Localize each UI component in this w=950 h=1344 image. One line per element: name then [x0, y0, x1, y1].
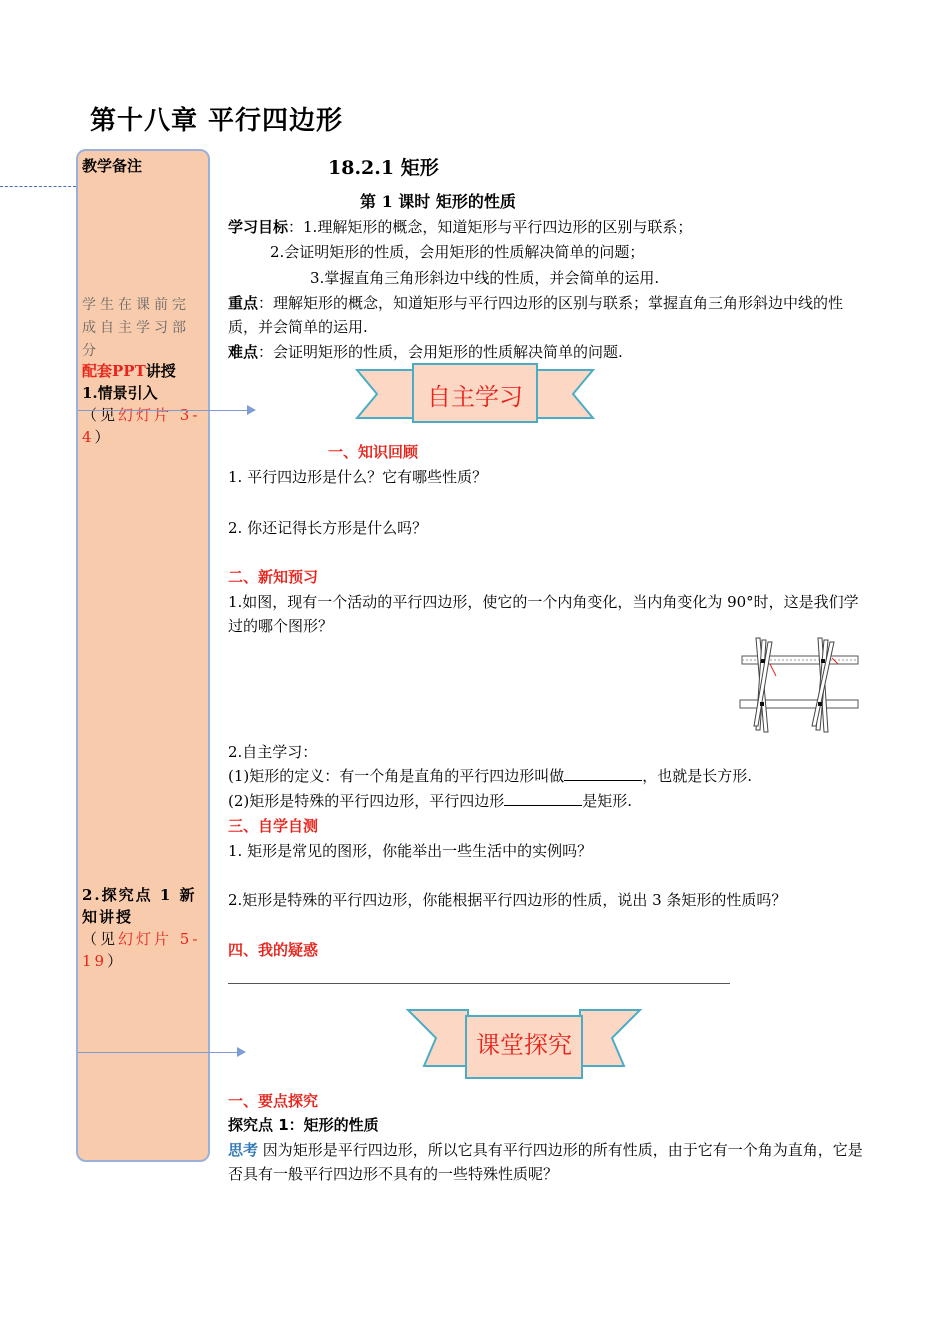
section-title: 18.2.1 矩形: [328, 157, 439, 179]
chapter-title: 第十八章 平行四边形: [90, 106, 344, 136]
sidebar-step1: 1.情景引入: [82, 384, 158, 402]
sidebar-title: 教学备注: [82, 157, 143, 175]
part2-heading: 二、新知预习: [228, 568, 319, 586]
banner-1-label: 自主学习: [427, 383, 523, 411]
part2-question2-a: (1)矩形的定义：有一个角是直角的平行四边形叫做 ，也就是长方形.: [228, 767, 753, 785]
part2-question1: 1.如图，现有一个活动的平行四边形，使它的一个内角变化，当内角变化为 90°时，这是我们学过的哪个图形？: [228, 593, 859, 635]
explore-think: 思考 因为矩形是平行四边形，所以它具有平行四边形的所有性质，由于它有一个角为直角，它是否具有一般平行四边形不具有的一些特殊性质呢？: [228, 1141, 863, 1183]
part3-question2: 2.矩形是特殊的平行四边形，你能根据平行四边形的性质，说出 3 条矩形的性质吗？: [228, 891, 787, 909]
doubts-answer-line[interactable]: [228, 983, 730, 984]
sidebar-step2-slides: （见幻灯片 5-19）: [82, 930, 201, 970]
part2-question2-b: (2)矩形是特殊的平行四边形，平行四边形 是矩形.: [228, 792, 633, 810]
blank-definition[interactable]: [564, 765, 642, 781]
explore-heading: 一、要点探究: [228, 1092, 319, 1110]
part3-question1: 1. 矩形是常见的图形，你能举出一些生活中的实例吗？: [228, 842, 593, 860]
objectives-line2: 2.会证明矩形的性质，会用矩形的性质解决简单的问题；: [270, 243, 645, 261]
key-points: 重点：理解矩形的概念，知道矩形与平行四边形的区别与联系；掌握直角三角形斜边中线的性质，并会简单的运用.: [228, 294, 844, 336]
movable-parallelogram-figure: [738, 634, 862, 734]
explore-point1: 探究点 1：矩形的性质: [228, 1116, 379, 1134]
part1-question2: 2. 你还记得长方形是什么吗？: [228, 519, 428, 537]
part3-heading: 三、自学自测: [228, 817, 319, 835]
sidebar-prep-note: 学生在课前完成自主学习部分: [82, 297, 190, 359]
margin-dashed-line: [0, 186, 76, 187]
sidebar-step1-slides: （见幻灯片 3-4）: [82, 406, 201, 446]
part1-question1: 1. 平行四边形是什么？它有哪些性质？: [228, 468, 488, 486]
sidebar-step2: 2.探究点 1 新知讲授: [82, 886, 197, 926]
objectives-line3: 3.掌握直角三角形斜边中线的性质，并会简单的运用.: [310, 269, 660, 287]
arrow-step2: [78, 1052, 244, 1053]
difficult-points: 难点：会证明矩形的性质，会用矩形的性质解决简单的问题.: [228, 343, 623, 361]
part2-question2-title: 2.自主学习：: [228, 743, 318, 761]
think-label: 思考: [228, 1141, 259, 1159]
blank-condition[interactable]: [504, 790, 582, 806]
sidebar-ppt-label: 配套PPT讲授: [82, 362, 176, 380]
lesson-title: 第 1 课时 矩形的性质: [360, 192, 516, 211]
objectives-line1: 学习目标：1.理解矩形的概念，知道矩形与平行四边形的区别与联系；: [228, 218, 693, 236]
part4-heading: 四、我的疑惑: [228, 941, 319, 959]
banner-2-label: 课堂探究: [476, 1031, 572, 1059]
arrow-step1: [78, 410, 254, 411]
part1-heading: 一、知识回顾: [328, 443, 419, 461]
